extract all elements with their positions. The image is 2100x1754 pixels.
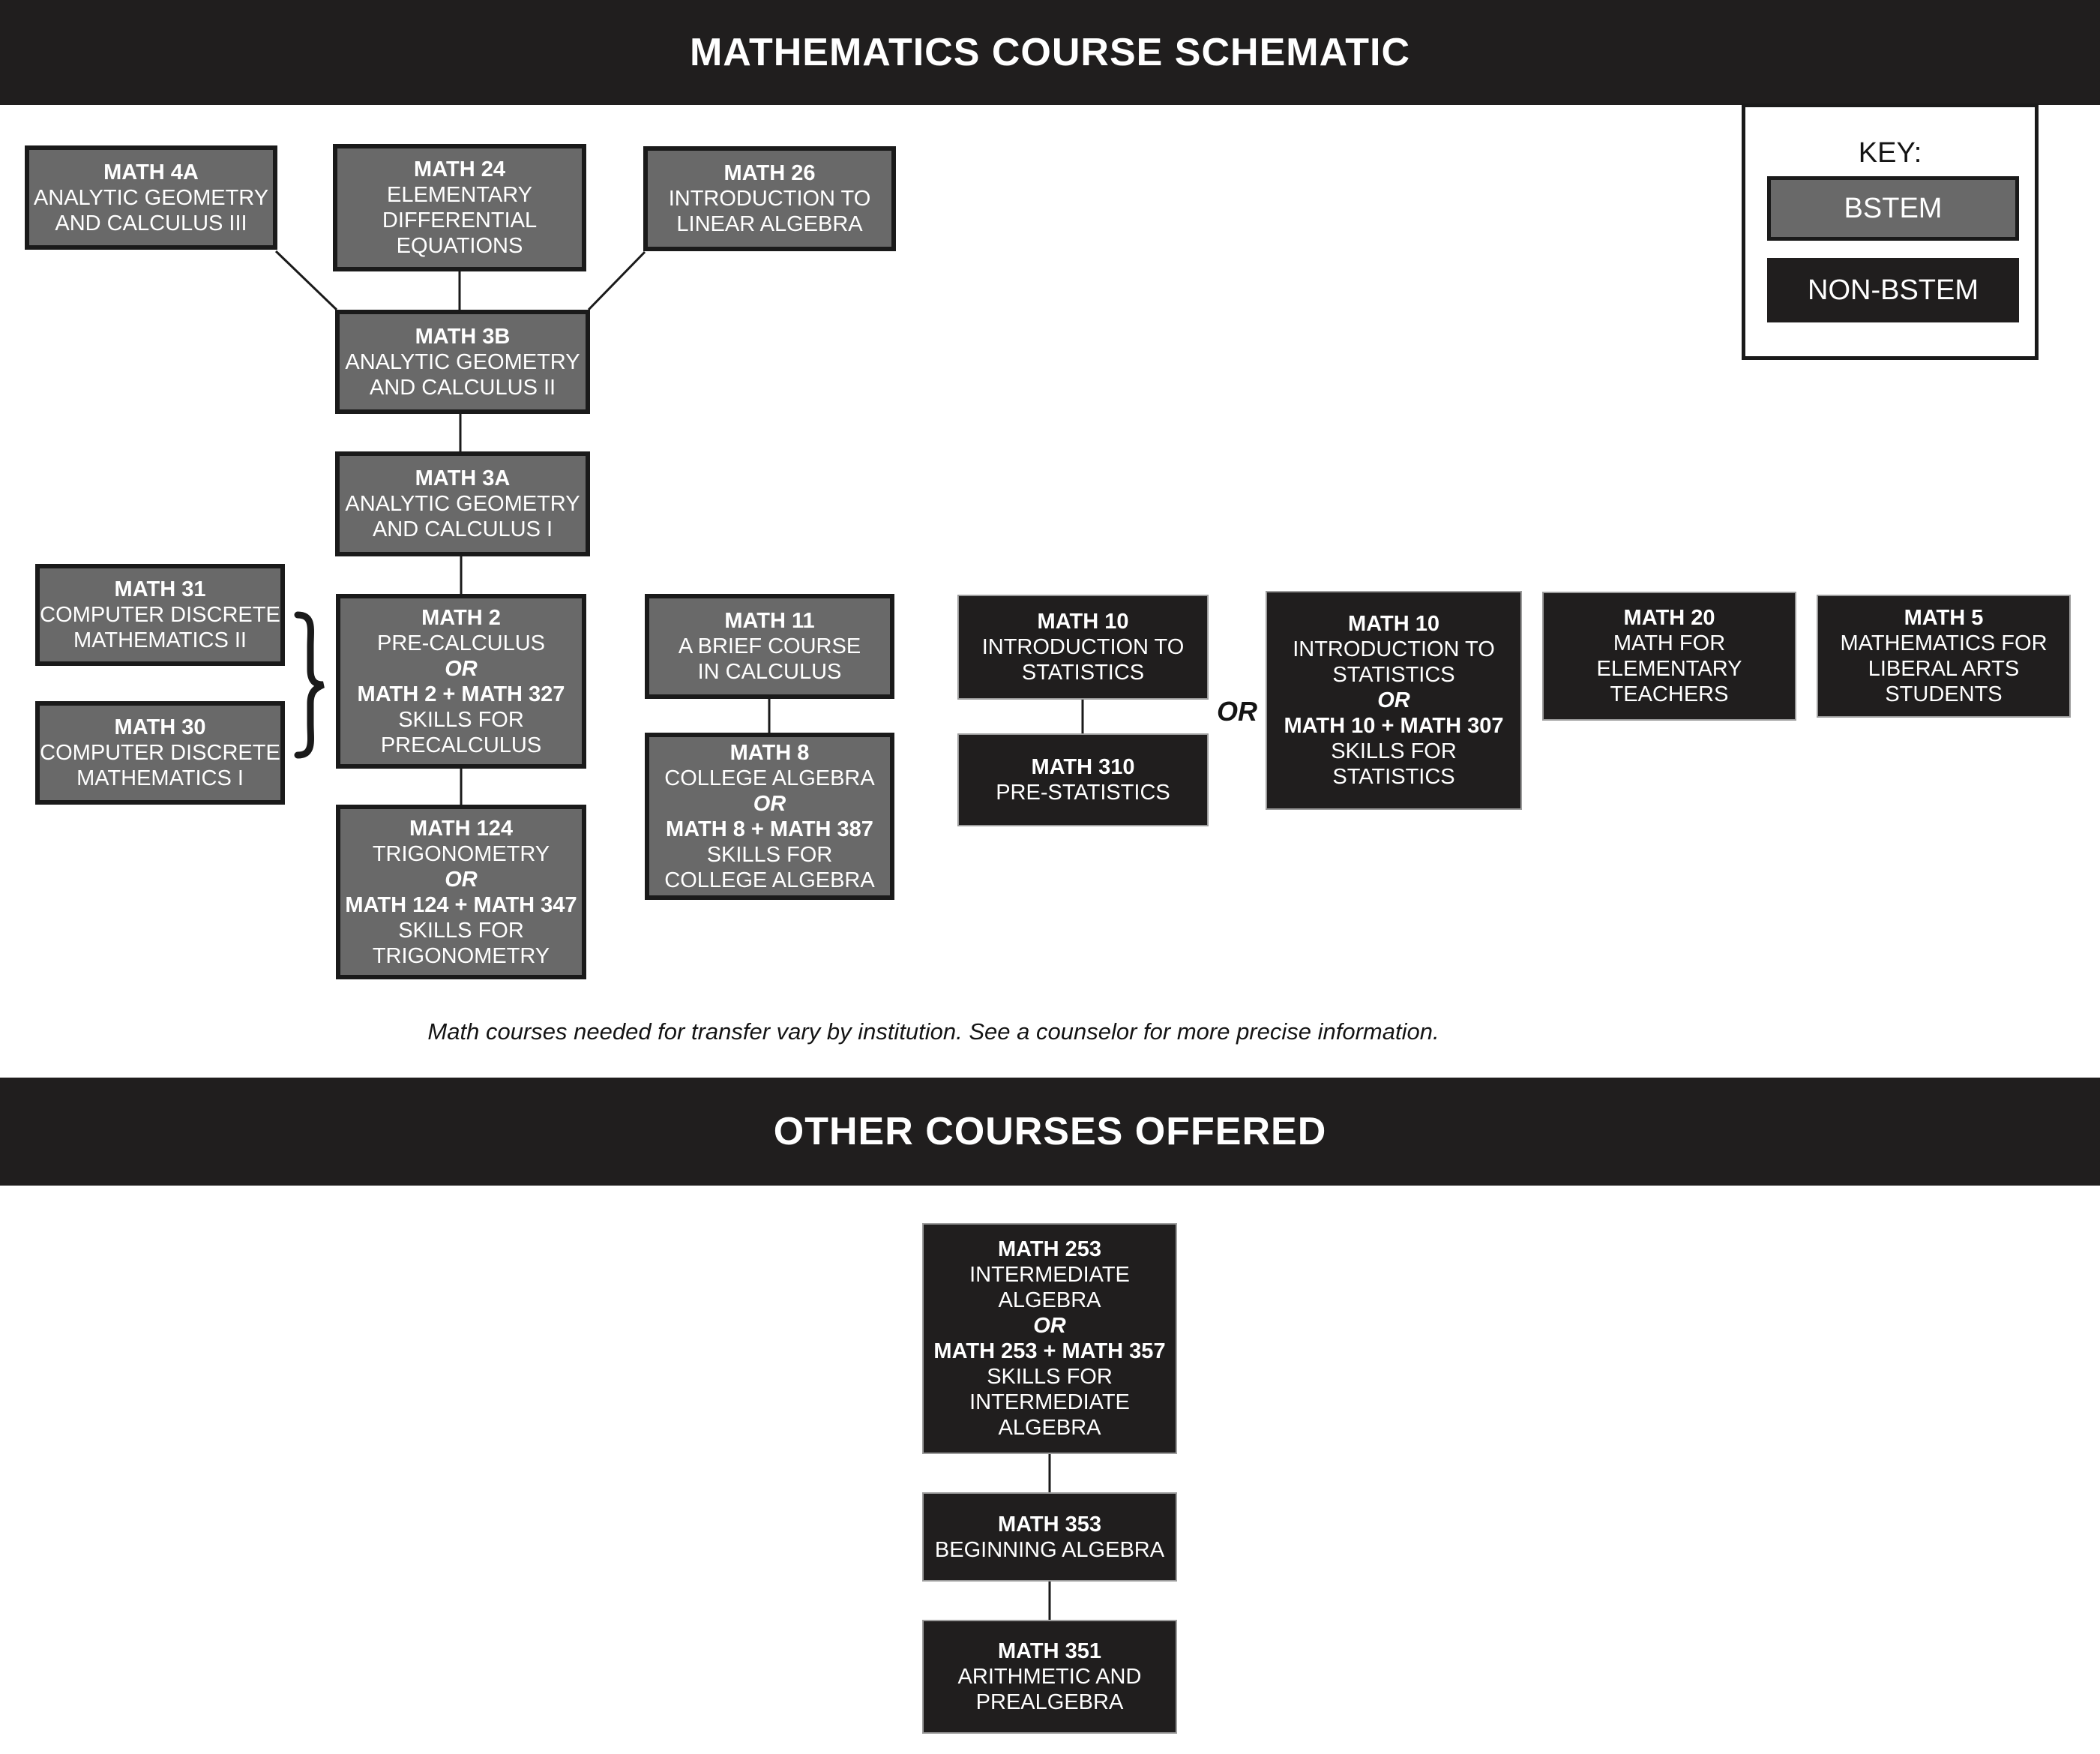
course-line: LIBERAL ARTS [1868, 657, 2020, 681]
course-line: STATISTICS [1332, 765, 1455, 789]
course-line: SKILLS FOR [1331, 739, 1457, 763]
course-box-math10 [957, 595, 1209, 700]
course-box-math8 [645, 733, 894, 900]
key-legend-title: KEY: [1858, 137, 1922, 169]
course-line: AND CALCULUS II [369, 375, 556, 400]
course-line: MATH 253 + MATH 357 [933, 1339, 1166, 1363]
course-box-math20 [1542, 592, 1796, 721]
connector-line [589, 252, 645, 310]
brace-icon [298, 615, 323, 755]
course-box-math124 [336, 805, 586, 979]
course-line: MATH 351 [997, 1639, 1102, 1663]
course-line: MATH 124 + MATH 347 [345, 892, 577, 917]
course-line: ANALYTIC GEOMETRY [345, 492, 580, 516]
course-box-math5 [1817, 595, 2071, 718]
course-line: MATH 20 [1623, 606, 1715, 630]
course-box-math353 [922, 1492, 1177, 1582]
course-box-math3a [335, 451, 590, 556]
course-line: MATH 253 [997, 1237, 1102, 1261]
course-line: COLLEGE ALGEBRA [664, 868, 875, 892]
course-line: MATH 30 [114, 715, 206, 739]
course-line: OR [445, 867, 478, 892]
course-line: STUDENTS [1885, 682, 2003, 706]
course-line: PRE-CALCULUS [377, 631, 545, 655]
key-bstem-swatch [1767, 176, 2019, 241]
course-line: MATH 26 [723, 161, 816, 185]
course-line: AND CALCULUS I [372, 517, 553, 541]
course-line: INTRODUCTION TO [1293, 637, 1495, 661]
or-choice-label: OR [1217, 696, 1257, 727]
key-legend [1742, 103, 2039, 360]
course-line: OR [1033, 1314, 1066, 1338]
course-line: MATHEMATICS II [73, 628, 247, 652]
course-line: PRE-STATISTICS [996, 781, 1170, 805]
connector-line [276, 251, 337, 310]
key-non-bstem-label: NON-BSTEM [1808, 274, 1979, 306]
course-line: MATHEMATICS I [76, 766, 244, 790]
course-line: COLLEGE ALGEBRA [664, 766, 875, 790]
course-line: MATH 8 + MATH 387 [666, 817, 873, 841]
transfer-note: Math courses needed for transfer vary by institution. See a counselor for more precise information. [427, 1018, 1439, 1045]
course-box-math31 [35, 564, 285, 666]
course-line: MATH 2 [421, 605, 501, 630]
course-line: MATH 310 [1031, 755, 1135, 779]
course-line: TRIGONOMETRY [372, 943, 550, 968]
course-line: SKILLS FOR [398, 707, 524, 732]
course-line: MATH 124 [409, 816, 514, 841]
course-line: INTRODUCTION TO [668, 187, 871, 211]
course-line: AND CALCULUS III [55, 211, 247, 235]
course-line: EQUATIONS [396, 234, 523, 258]
course-line: MATH 3B [415, 324, 511, 349]
course-line: INTERMEDIATE [969, 1390, 1130, 1414]
course-line: MATH 5 [1904, 606, 1984, 630]
course-line: MATH 31 [114, 577, 206, 601]
course-line: MATHEMATICS FOR [1840, 631, 2048, 655]
course-line: SKILLS FOR [987, 1365, 1113, 1389]
key-non-bstem-swatch [1767, 258, 2019, 322]
course-box-math10_or [1266, 591, 1522, 810]
course-line: OR [753, 791, 786, 816]
course-line: SKILLS FOR [706, 842, 833, 867]
course-line: PREALGEBRA [975, 1690, 1124, 1714]
course-line: MATH 10 + MATH 307 [1284, 714, 1504, 738]
key-bstem-label: BSTEM [1844, 192, 1943, 224]
course-line: MATH 3A [415, 466, 511, 490]
course-line: MATH 10 [1037, 610, 1129, 634]
course-box-math26 [643, 146, 896, 251]
course-line: OR [445, 656, 478, 681]
course-box-math24 [333, 144, 586, 271]
course-line: MATH 24 [414, 157, 505, 181]
course-line: STATISTICS [1021, 661, 1145, 685]
course-line: MATH FOR [1613, 631, 1726, 655]
course-line: ANALYTIC GEOMETRY [345, 349, 580, 374]
course-line: MATH 10 [1348, 612, 1439, 636]
course-box-math2 [336, 594, 586, 769]
course-line: ALGEBRA [998, 1416, 1101, 1440]
course-line: MATH 8 [729, 740, 810, 765]
course-line: TRIGONOMETRY [372, 841, 550, 866]
course-line: COMPUTER DISCRETE [40, 741, 280, 765]
course-line: ALGEBRA [998, 1288, 1101, 1312]
course-line: ELEMENTARY [387, 183, 532, 207]
course-line: SKILLS FOR [398, 918, 524, 943]
course-line: ANALYTIC GEOMETRY [33, 185, 269, 210]
course-line: MATH 4A [103, 160, 199, 184]
course-line: MATH 11 [724, 609, 815, 633]
course-box-math253 [922, 1223, 1177, 1454]
course-box-math310 [957, 733, 1209, 826]
course-line: ELEMENTARY [1596, 657, 1742, 681]
course-line: MATH 353 [997, 1512, 1102, 1537]
course-box-math30 [35, 701, 285, 805]
course-line: MATH 2 + MATH 327 [357, 682, 565, 706]
course-line: OR [1377, 688, 1410, 712]
course-line: TEACHERS [1610, 682, 1729, 706]
other-courses-title: OTHER COURSES OFFERED [773, 1110, 1327, 1153]
course-line: DIFFERENTIAL [382, 208, 538, 232]
course-line: COMPUTER DISCRETE [40, 603, 280, 627]
title-banner [0, 0, 2100, 105]
course-line: A BRIEF COURSE [678, 634, 861, 658]
course-box-math11 [645, 594, 894, 699]
course-line: INTRODUCTION TO [981, 635, 1185, 659]
course-line: INTERMEDIATE [969, 1263, 1130, 1287]
course-box-math4a [25, 145, 277, 250]
course-line: ARITHMETIC AND [957, 1665, 1142, 1689]
course-box-math351 [922, 1620, 1177, 1734]
course-box-math3b [335, 310, 590, 414]
course-line: STATISTICS [1332, 663, 1455, 687]
course-line: IN CALCULUS [697, 660, 842, 684]
page-title: MATHEMATICS COURSE SCHEMATIC [689, 31, 1411, 74]
other-courses-banner [0, 1078, 2100, 1186]
course-line: PRECALCULUS [380, 733, 542, 757]
course-line: BEGINNING ALGEBRA [934, 1537, 1165, 1562]
course-line: LINEAR ALGEBRA [676, 212, 863, 236]
